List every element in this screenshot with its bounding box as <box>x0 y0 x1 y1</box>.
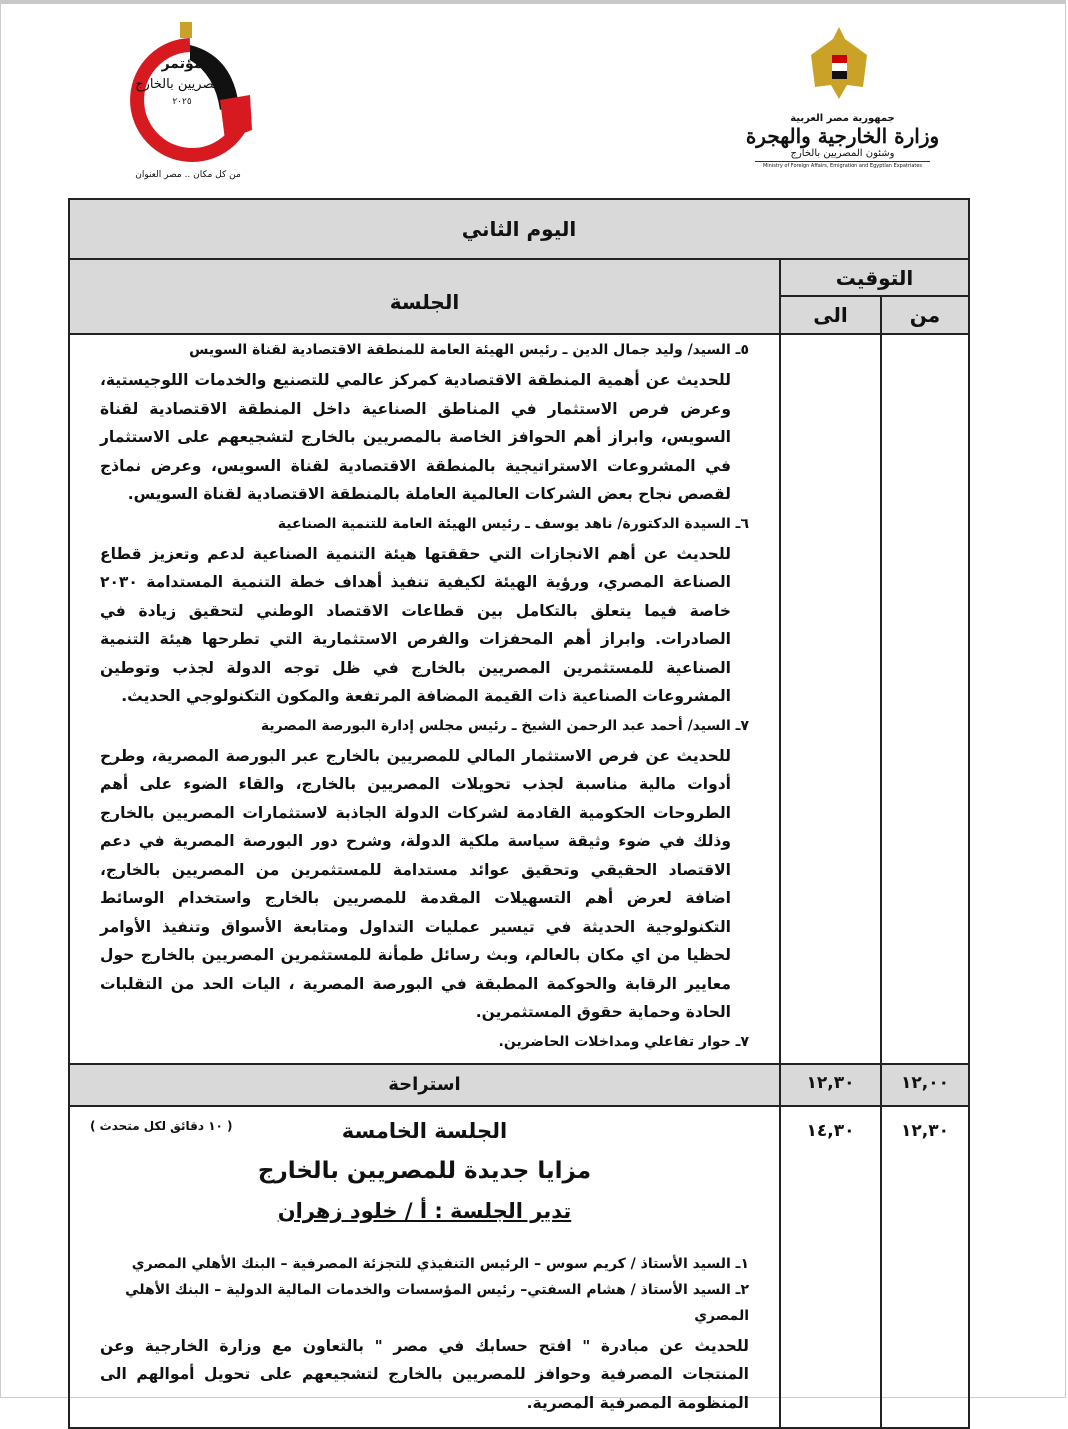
speaker-line: ١ـ السيد الأستاذ / كريم سوس – الرئيس التنفيذي للتجزئة المصرفية – البنك الأهلي المصري <box>131 1255 749 1272</box>
republic-name: جمهورية مصر العربية <box>790 113 895 124</box>
speaker-line: ٧ـ السيد/ أحمد عبد الرحمن الشيخ ـ رئيس مجلس إدارة البورصة المصرية <box>260 717 749 734</box>
break-from: ١٢,٠٠ <box>881 1064 969 1106</box>
ministry-name: وزارة الخارجية والهجرة <box>745 124 940 148</box>
conference-logo <box>120 20 255 190</box>
agenda-item <box>100 511 749 711</box>
session5-description: للحديث عن مبادرة " افتح حسابك في مصر " بالتعاون مع وزارة الخارجية وعن المنتجات المصرفية وحوافز للمصريين بالخارج لتشجيعهم على تحويل أموالهم الى المنظومة المصرفية المصرية. <box>100 1336 749 1412</box>
conference-tagline: من كل مكان .. مصر العنوان <box>135 170 241 180</box>
item-description: للحديث عن أهم الانجازات التي حققتها هيئة التنمية الصناعية لدعم وتعزيز قطاع الصناعة المصري، ورؤية الهيئة لكيفية تنفيذ أهداف خطة التنمية المستدامة ٢٠٣٠ خاصة فيما يتعلق بالتكامل بين قطاعات الاقتصاد الوطني لتحقيق زيادة في الصادرات. وابراز أهم المحفزات والفرص الاستثمارية التي تطرحها هيئة التنمية الصناعية للمستثمرين المصريين بالخارج في ظل توجه الدولة لجذب وتوطين المشروعات الصناعية ذات القيمة المضافة المرتفعة والمكون التكنولوجي الحديث. <box>100 544 731 705</box>
eagle-emblem-icon <box>807 25 872 105</box>
ministry-english: Ministry of Foreign Affairs, Emigration and Egyptian Expatriates <box>755 161 930 169</box>
speaker-line: ٢ـ السيد الأستاذ / هشام السفتي– رئيس المؤسسات والخدمات المالية الدولية – البنك الأهلي المصري <box>125 1281 749 1324</box>
speaker-line: ٦ـ السيدة الدكتورة/ ناهد يوسف ـ رئيس الهيئة العامة للتنمية الصناعية <box>277 515 749 532</box>
agenda-table <box>68 198 970 1429</box>
session5-from: ١٢,٣٠ <box>881 1106 969 1429</box>
to-header: الى <box>780 296 881 334</box>
session5-to: ١٤,٣٠ <box>780 1106 881 1429</box>
discussion-line: ٧ـ حوار تفاعلي ومداخلات الحاضرين. <box>498 1033 749 1050</box>
session-content <box>69 334 780 1064</box>
item-description: للحديث عن أهمية المنطقة الاقتصادية كمركز عالمي للتصنيع والخدمات اللوجيستية، وعرض فرص الاستثمار في المناطق الصناعية داخل المنطقة الاقتصادية لقناة السويس، وابراز أهم الحوافز الخاصة بالمصريين بالخارج لتشجيعهم على الاستثمار في المشروعات الاستراتيجية بالمنطقة الاقتصادية لقناة السويس، وعرض نماذج لقصص نجاح بعض الشركات العالمية العاملة بالمنطقة الاقتصادية لقناة السويس. <box>100 371 731 503</box>
from-cell <box>881 334 969 1064</box>
session5-moderator: تدير الجلسة : أ / خلود زهران <box>277 1198 572 1223</box>
day-title: اليوم الثاني <box>69 199 969 259</box>
ministry-subtitle: وشئون المصريين بالخارج <box>790 148 895 159</box>
ministry-logo <box>745 25 940 190</box>
session5-title: الجلسة الخامسة <box>341 1118 508 1143</box>
to-cell <box>780 334 881 1064</box>
break-to: ١٢,٣٠ <box>780 1064 881 1106</box>
agenda-item <box>100 337 749 509</box>
time-note: ( ١٠ دقائق لكل متحدث ) <box>90 1118 233 1133</box>
session5-content <box>69 1106 780 1429</box>
speaker-line: ٥ـ السيد/ وليد جمال الدين ـ رئيس الهيئة العامة للمنطقة الاقتصادية لقناة السويس <box>189 342 749 358</box>
agenda-item <box>100 713 749 1027</box>
svg-text:٢٠٢٥: ٢٠٢٥ <box>172 97 192 107</box>
break-label: استراحة <box>69 1064 780 1106</box>
timing-header: التوقيت <box>780 259 969 296</box>
svg-text:المصريين بالخارج: المصريين بالخارج <box>135 77 229 92</box>
session5-title-row <box>90 1111 749 1151</box>
item-description: للحديث عن فرص الاستثمار المالي للمصريين بالخارج عبر البورصة المصرية، وطرح أدوات مالية مناسبة لجذب تحويلات المصريين بالخارج، والقاء الضوء على أهم الطروحات الحكومية القادمة لشركات الدولة الجاذبة لاستثمارات المصريين بالخارج وذلك في ضوء وثيقة سياسة ملكية الدولة، وشرح دور البورصة المصرية في دعم الاقتصاد الحقيقي وتحقيق عوائد مستدامة للمستثمرين من المصريين بالخارج، اضافة لعرض أهم التسهيلات المقدمة للمصريين بالخارج واستخدام الوسائط التكنولوجية الحديثة في تيسير عمليات التداول ومتابعة الأسواق وتنفيذ الأوامر لحظيا من اي مكان بالعالم، وبث رسائل طمأنة للمستثمرين المصريين بالخارج حول معايير الرقابة والحوكمة المطبقة في البورصة المصرية ، اليات الحد من التقلبات الحادة وحماية حقوق المستثمرين. <box>100 746 731 1021</box>
session5-subtitle: مزايا جديدة للمصريين بالخارج <box>257 1157 592 1184</box>
svg-text:مؤتمر: مؤتمر <box>161 56 203 72</box>
from-header: من <box>881 296 969 334</box>
session-header: الجلسة <box>69 259 780 334</box>
